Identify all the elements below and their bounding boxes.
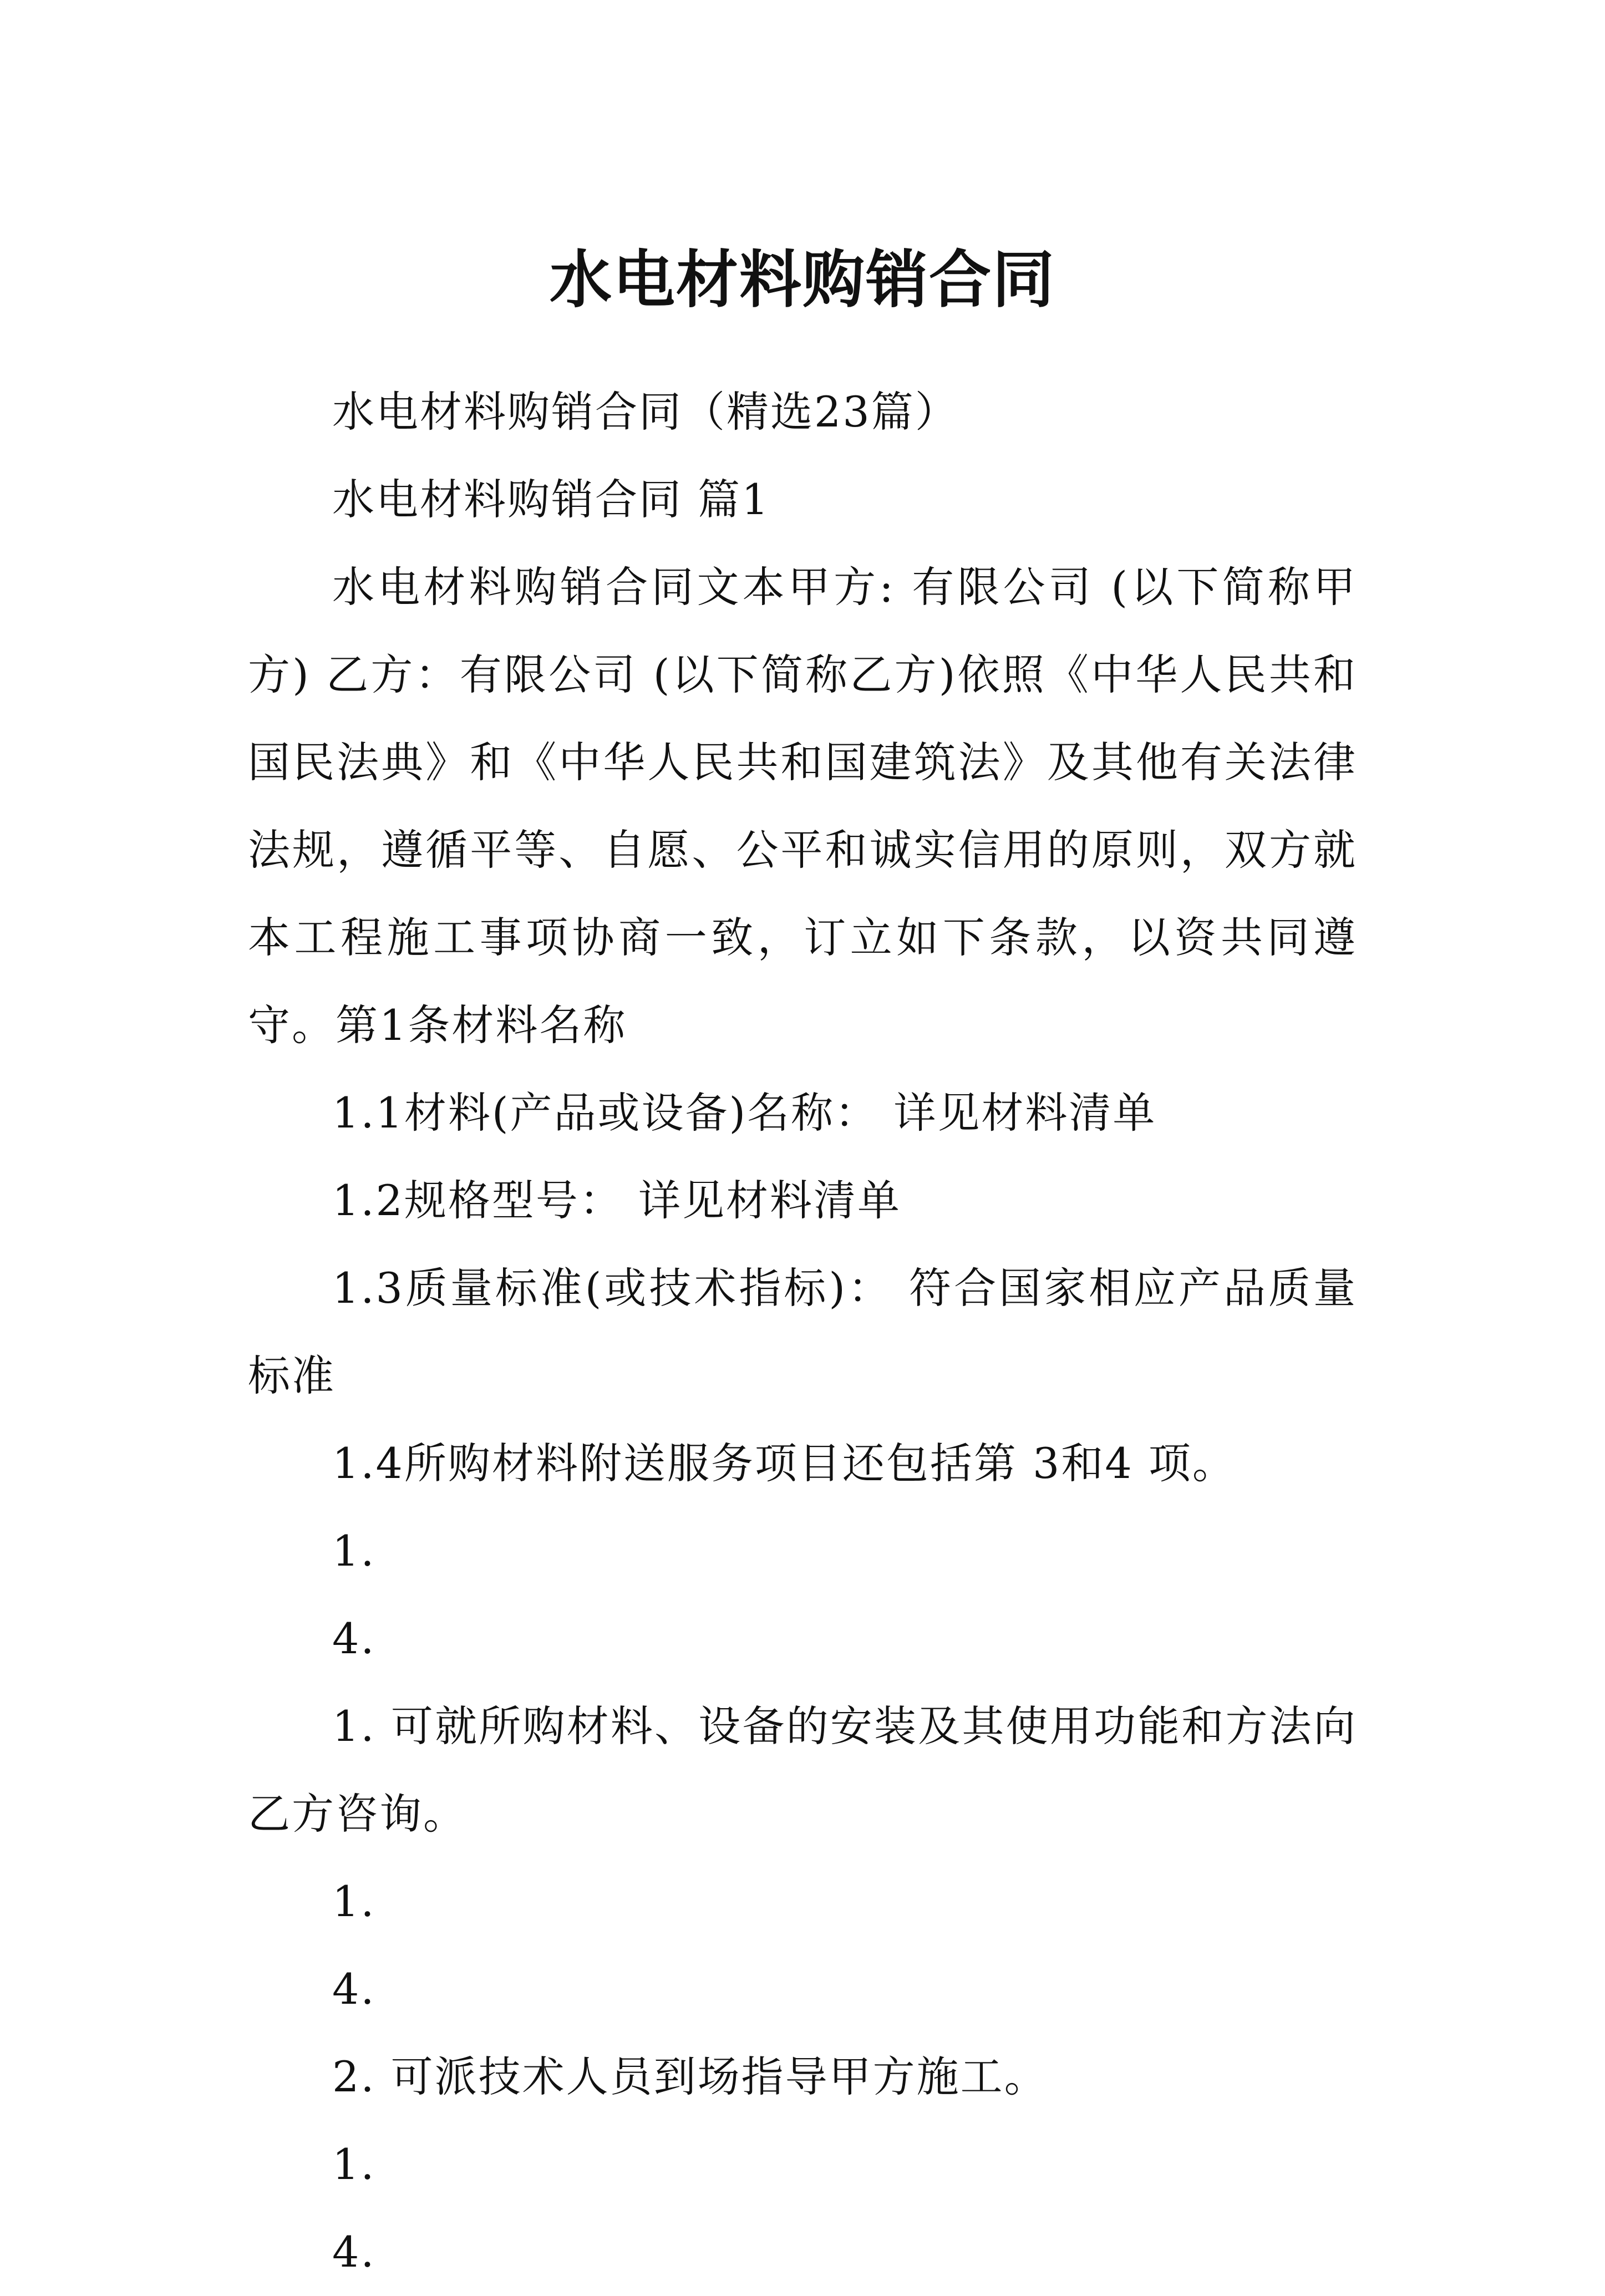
- paragraph-number-line: 4.: [332, 1964, 376, 2014]
- paragraph-number-line: 4.: [332, 1614, 376, 1663]
- paragraph-service-2: 2. 可派技术人员到场指导甲方施工。: [332, 2052, 1048, 2101]
- paragraph-clause-1-1: 1.1材料(产品或设备)名称： 详见材料清单: [332, 1088, 1157, 1137]
- paragraph-section-heading: 水电材料购销合同 篇1: [332, 475, 770, 524]
- paragraph-number-line: 1.: [332, 1877, 376, 1926]
- paragraph-subtitle: 水电材料购销合同（精选23篇）: [332, 387, 959, 436]
- document-body: [248, 368, 1357, 2296]
- paragraph-clause-1-4: 1.4所购材料附送服务项目还包括第 3和4 项。: [332, 1439, 1236, 1488]
- paragraph-number-line: 1.: [332, 2140, 376, 2189]
- paragraph-number-line: 1.: [332, 1526, 376, 1576]
- paragraph-clause-1-2: 1.2规格型号： 详见材料清单: [332, 1176, 902, 1225]
- paragraph-clause-1-3: 1.3质量标准(或技术指标)： 符合国家相应产品质量标准: [248, 1263, 1357, 1400]
- paragraph-number-line: 4.: [332, 2227, 376, 2277]
- document-title: 水电材料购销合同: [550, 243, 1055, 317]
- paragraph-service-1: 1. 可就所购材料、设备的安装及其使用功能和方法向乙方咨询。: [248, 1701, 1357, 1838]
- paragraph-preamble: 水电材料购销合同文本甲方: 有限公司 (以下简称甲方) 乙方：有限公司 (以下简称乙方)依照《中华人民共和国民法典》和《中华人民共和国建筑法》及其他有关法律法规，遵循平等、自愿、公平和诚实信用的原则，双方就本工程施工事项协商一致，订立如下条款，以资共同遵守。第1条材料名称: [248, 562, 1357, 1050]
